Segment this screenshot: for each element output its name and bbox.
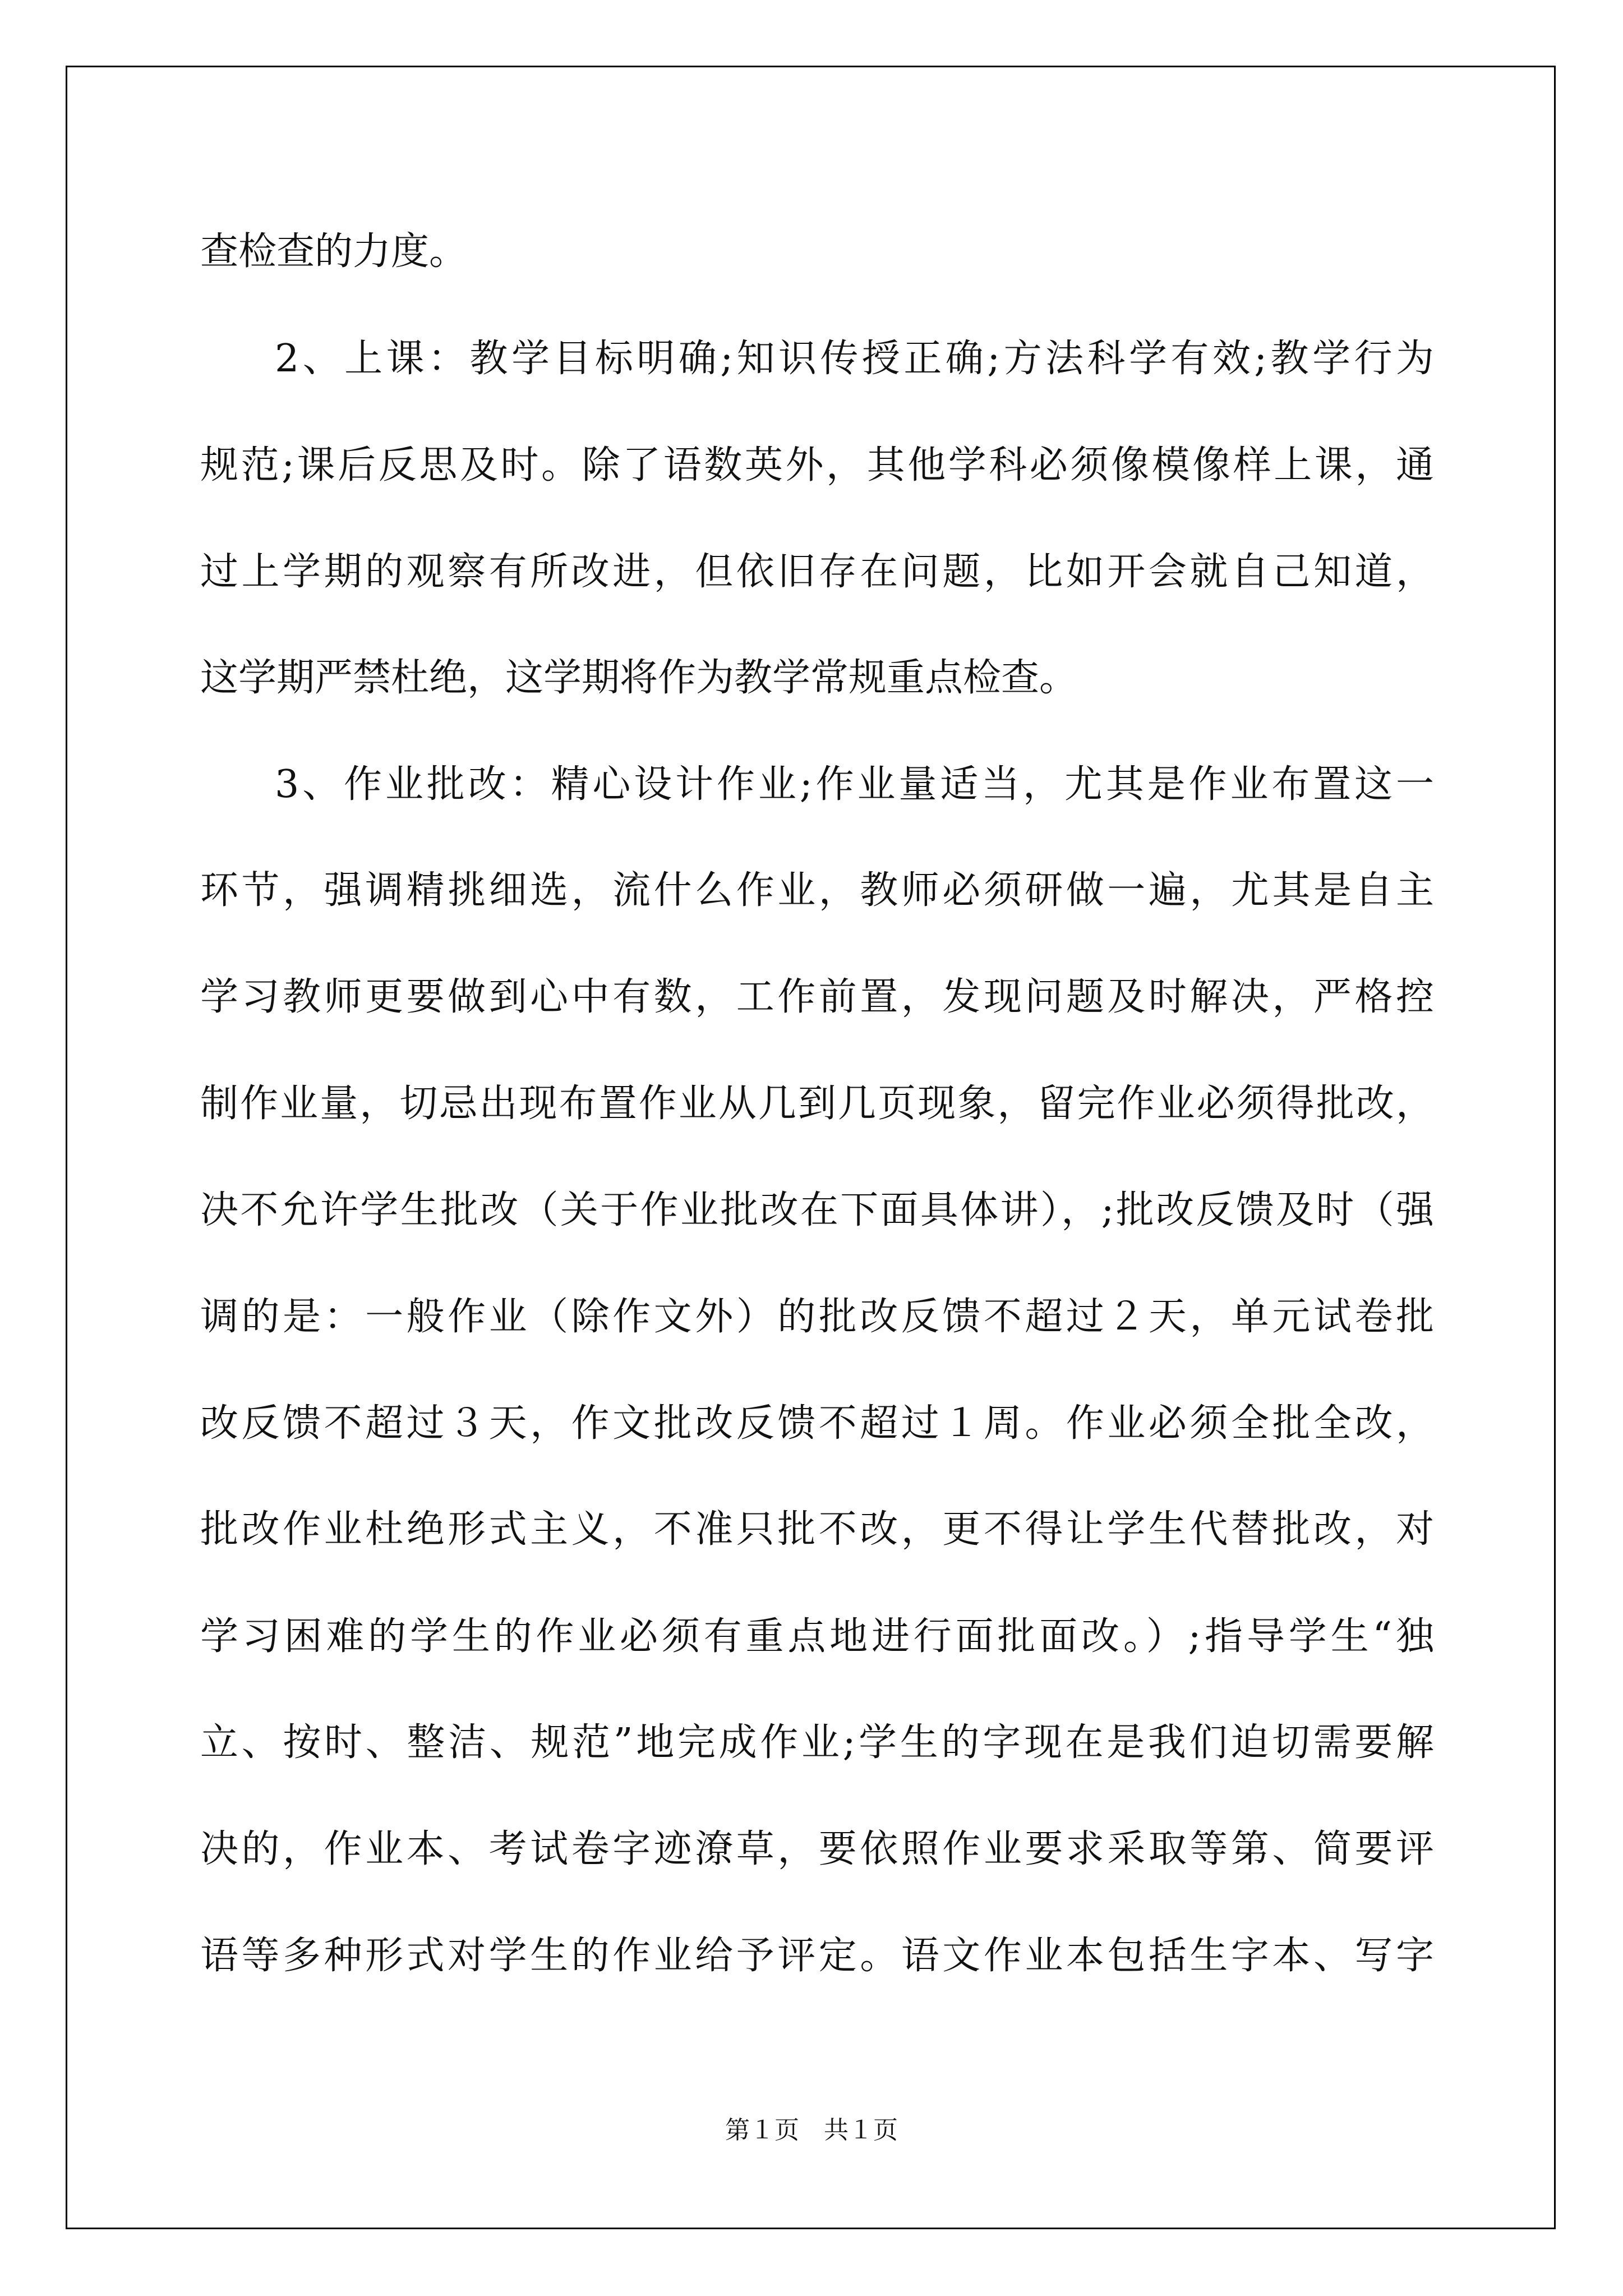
paragraph-line: 学习教师更要做到心中有数，工作前置，发现问题及时解决，严格控 [200, 975, 1434, 1019]
paragraph-line: 语等多种形式对学生的作业给予评定。语文作业本包括生字本、写字 [200, 1934, 1434, 1978]
paragraph-line: 这学期严禁杜绝，这学期将作为教学常规重点检查。 [200, 656, 1078, 700]
paragraph-line: 改反馈不超过３天，作文批改反馈不超过１周。作业必须全批全改， [200, 1401, 1434, 1446]
paragraph-line: 制作业量，切忌出现布置作业从几到几页现象，留完作业必须得批改， [200, 1082, 1434, 1126]
paragraph-line: 批改作业杜绝形式主义，不准只批不改，更不得让学生代替批改，对 [200, 1507, 1434, 1552]
paragraph-line: 规范;课后反思及时。除了语数英外，其他学科必须像模像样上课，通 [200, 443, 1434, 487]
paragraph-line: 立、按时、整洁、规范”地完成作业;学生的字现在是我们迫切需要解 [200, 1720, 1434, 1765]
paragraph-line: 决不允许学生批改（关于作业批改在下面具体讲），;批改反馈及时（强 [200, 1188, 1434, 1232]
paragraph-line: 3、作业批改：精心设计作业;作业量适当，尤其是作业布置这一 [275, 762, 1434, 807]
paragraph-line: 过上学期的观察有所改进，但依旧存在问题，比如开会就自己知道， [200, 550, 1434, 594]
page-footer: 第１页 共１页 [725, 2116, 898, 2144]
paragraph-line: 调的是：一般作业（除作文外）的批改反馈不超过２天，单元试卷批 [200, 1295, 1434, 1339]
paragraph-line: 学习困难的学生的作业必须有重点地进行面批面改。）;指导学生“独 [200, 1614, 1434, 1659]
paragraph-line: 查检查的力度。 [200, 229, 468, 274]
paragraph-line: 环节，强调精挑细选，流什么作业，教师必须研做一遍，尤其是自主 [200, 868, 1434, 913]
paragraph-line: 决的，作业本、考试卷字迹潦草，要依照作业要求采取等第、简要评 [200, 1827, 1434, 1871]
paragraph-line: 2、上课：教学目标明确;知识传授正确;方法科学有效;教学行为 [275, 337, 1434, 381]
